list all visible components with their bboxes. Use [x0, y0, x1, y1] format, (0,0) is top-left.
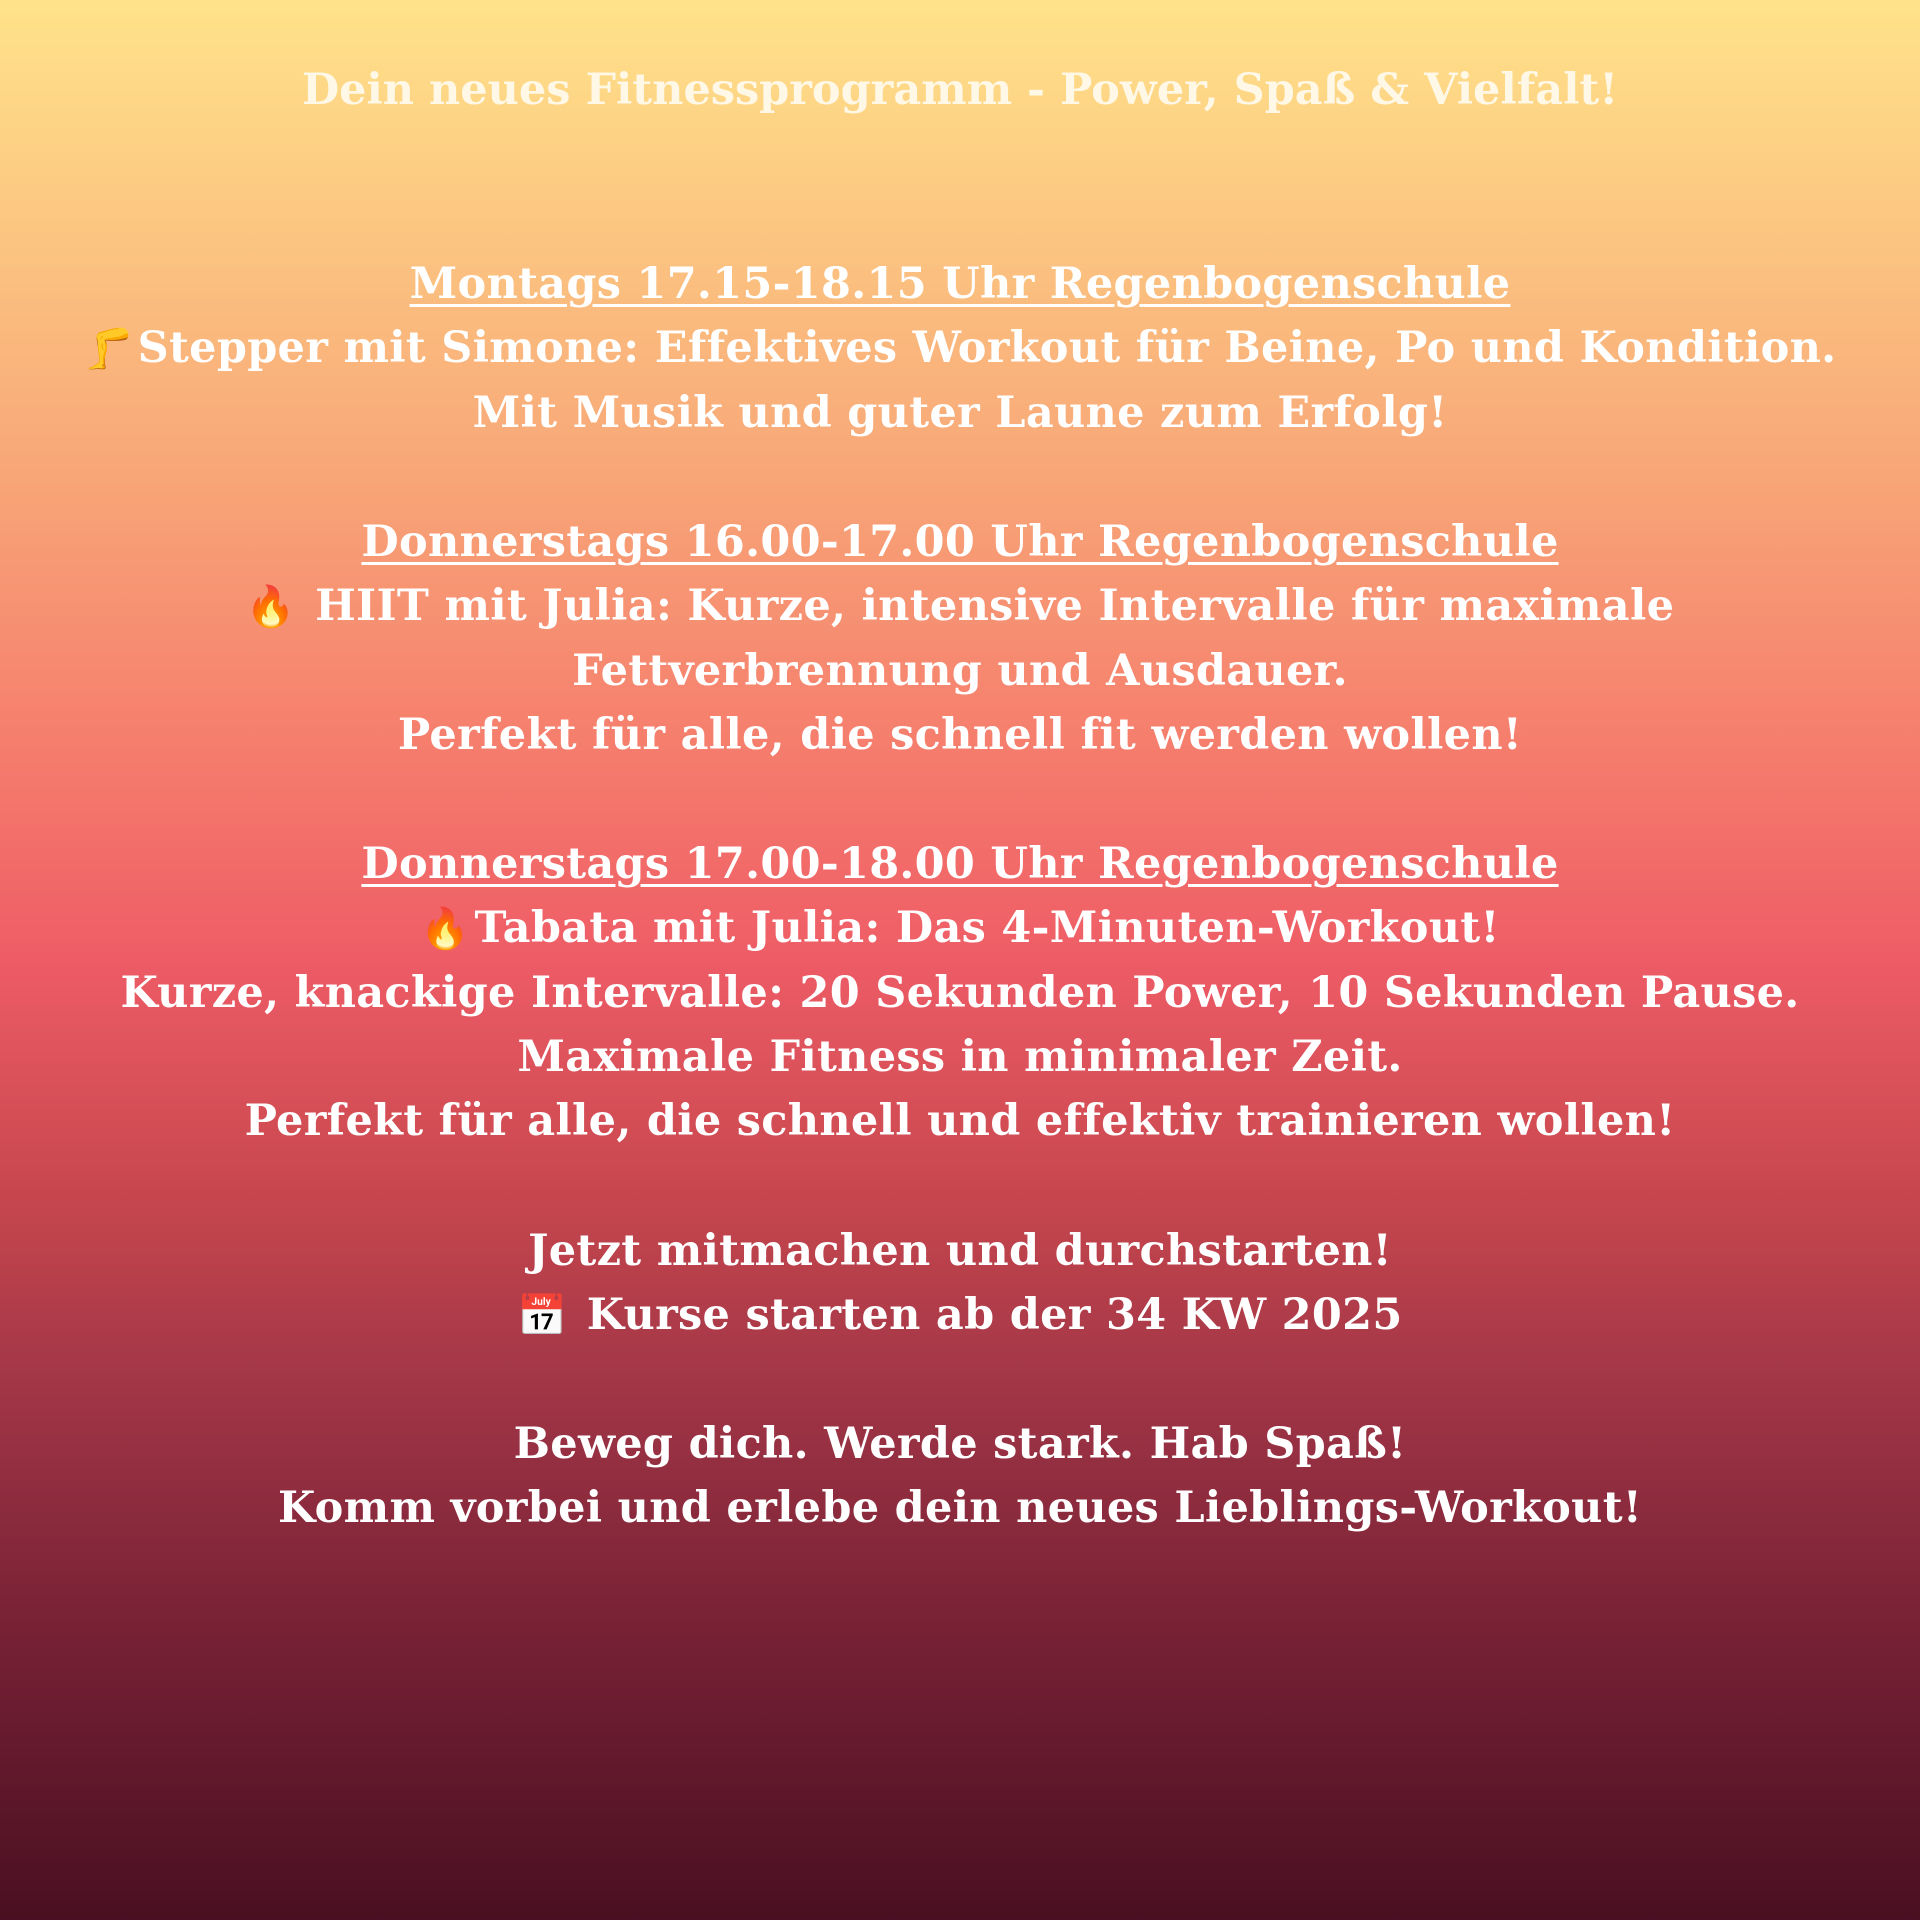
section-heading: Donnerstags 16.00-17.00 Uhr Regenbogenschule: [361, 517, 1559, 567]
section-line: Fettverbrennung und Ausdauer.: [572, 646, 1348, 696]
section-line: Perfekt für alle, die schnell fit werden wollen!: [397, 710, 1523, 760]
leg-icon: 🦵: [83, 325, 134, 372]
section-text: HIIT mit Julia: Kurze, intensive Intervalle für maximale: [299, 581, 1675, 631]
cta-start-line: [0, 1283, 1920, 1348]
page-title: Dein neues Fitnessprogramm - Power, Spaß & Vielfalt!: [301, 65, 1619, 115]
fire-icon: 🔥: [245, 583, 296, 630]
section-line: [0, 316, 1920, 381]
call-to-action: [0, 1219, 1920, 1348]
section-thursday-hiit: [0, 510, 1920, 767]
section-line: Kurze, knackige Intervalle: 20 Sekunden Power, 10 Sekunden Pause.: [120, 968, 1800, 1018]
cta-start-text: Kurse starten ab der 34 KW 2025: [571, 1290, 1403, 1340]
section-line: Mit Musik und guter Laune zum Erfolg!: [472, 388, 1448, 438]
closing-line: Beweg dich. Werde stark. Hab Spaß!: [513, 1419, 1407, 1469]
section-thursday-tabata: [0, 832, 1920, 1153]
closing: [0, 1412, 1920, 1540]
closing-line: Komm vorbei und erlebe dein neues Lieblings-Workout!: [277, 1483, 1643, 1533]
section-text: Tabata mit Julia: Das 4-Minuten-Workout!: [474, 903, 1500, 953]
section-heading: Donnerstags 17.00-18.00 Uhr Regenbogenschule: [361, 839, 1559, 889]
cta-line: Jetzt mitmachen und durchstarten!: [528, 1226, 1392, 1276]
section-line: Perfekt für alle, die schnell und effektiv trainieren wollen!: [244, 1096, 1676, 1146]
section-text: Stepper mit Simone: Effektives Workout für Beine, Po und Kondition.: [137, 323, 1837, 373]
section-line: Maximale Fitness in minimaler Zeit.: [517, 1032, 1403, 1082]
section-line: [0, 896, 1920, 961]
section-monday: [0, 252, 1920, 445]
section-heading: Montags 17.15-18.15 Uhr Regenbogenschule: [409, 259, 1511, 309]
section-line: [0, 574, 1920, 639]
calendar-icon: 📅: [517, 1292, 568, 1339]
fire-icon: 🔥: [420, 905, 471, 952]
